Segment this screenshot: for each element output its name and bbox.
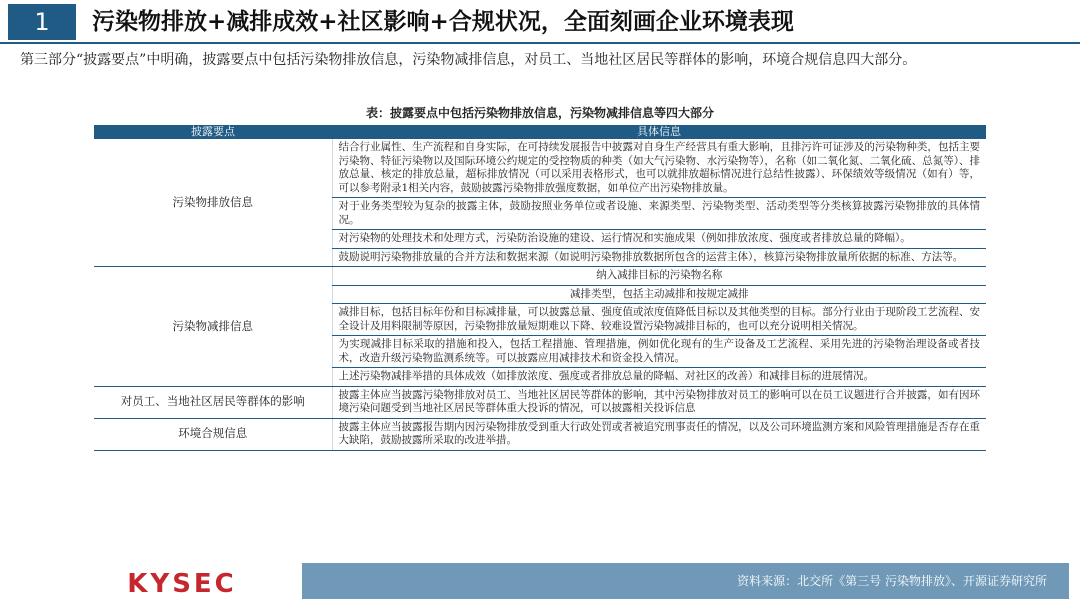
slide-footer	[0, 555, 1080, 607]
category-cell: 环境合规信息	[94, 418, 332, 450]
detail-cell: 纳入减排目标的污染物名称	[332, 267, 986, 286]
detail-cell: 减排目标，包括目标年份和目标减排量，可以披露总量、强度值或浓度值降低目标以及其他类型的目标。部分行业由于现阶段工艺流程、安全设计及用料限制等原因，污染物排放量短期难以下降、较难设置污染物减排目标的，也可以充分说明相关情况。	[332, 304, 986, 336]
detail-cell: 结合行业属性、生产流程和自身实际，在可持续发展报告中披露对自身生产经营具有重大影响，且排污许可证涉及的污染物种类，包括主要污染物、特征污染物以及国际环境公约规定的受控物质的种类（如大气污染物、水污染物等），名称（如二氧化氮、二氧化硫、总氮等）、排放总量、核定的排放总量，超标排放情况（可以采用表格形式，也可以就排放超标情况进行总结性披露）、环保绩效等级情况（如有）等，可以参考附录1相关内容，鼓励披露污染物排放强度数据，如单位产出污染物排放量。	[332, 139, 986, 198]
detail-cell: 上述污染物减排举措的具体成效（如排放浓度、强度或者排放总量的降幅、对社区的改善）和减排目标的进展情况。	[332, 368, 986, 387]
kysec-logo	[97, 567, 267, 601]
disclosure-table	[94, 125, 986, 451]
detail-cell: 鼓励说明污染物排放量的合并方法和数据来源（如说明污染物排放数据所包含的运营主体），核算污染物排放量所依据的标准、方法等。	[332, 248, 986, 267]
category-cell: 对员工、当地社区居民等群体的影响	[94, 386, 332, 418]
table-header-row	[94, 125, 986, 139]
slide-header	[0, 0, 1080, 42]
slide-title: 污染物排放+减排成效+社区影响+合规状况，全面刻画企业环境表现	[92, 9, 794, 35]
detail-cell: 对污染物的处理技术和处理方式，污染防治设施的建设、运行情况和实施成果（例如排放浓度、强度或者排放总量的降幅）。	[332, 230, 986, 249]
logo-text: KYSEC	[127, 569, 237, 599]
table-row	[94, 418, 986, 450]
detail-cell: 披露主体应当披露报告期内因污染物排放受到重大行政处罚或者被追究刑事责任的情况，以及公司环境监测方案和风险管理措施是否存在重大缺陷，鼓励披露所采取的改进举措。	[332, 418, 986, 450]
detail-cell: 披露主体应当披露污染物排放对员工、当地社区居民等群体的影响，其中污染物排放对员工的影响可以在员工议题进行合并披露，如有因环境污染问题受到当地社区居民等群体重大投诉的情况，可以披露相关投诉信息	[332, 386, 986, 418]
section-number: 1	[8, 4, 76, 40]
column-header-details: 具体信息	[332, 125, 986, 139]
table-row	[94, 139, 986, 198]
table-row	[94, 267, 986, 286]
source-text: 资料来源：北交所《第三号 污染物排放》、开源证券研究所	[737, 574, 1047, 588]
column-header-disclosure-point: 披露要点	[94, 125, 332, 139]
detail-cell: 为实现减排目标采取的措施和投入，包括工程措施、管理措施，例如优化现有的生产设备及工艺流程、采用先进的污染物治理设备或者技术，改造升级污染物监测系统等。可以披露应用减排技术和资金投入情况。	[332, 336, 986, 368]
table-caption: 表：披露要点中包括污染物排放信息，污染物减排信息等四大部分	[365, 106, 714, 120]
category-cell: 污染物减排信息	[94, 267, 332, 387]
detail-cell: 对于业务类型较为复杂的披露主体，鼓励按照业务单位或者设施、来源类型、污染物类型、活动类型等分类核算披露污染物排放的具体情况。	[332, 198, 986, 230]
detail-cell: 减排类型，包括主动减排和按规定减排	[332, 285, 986, 304]
category-cell: 污染物排放信息	[94, 139, 332, 267]
table-row	[94, 386, 986, 418]
source-bar	[302, 563, 1069, 599]
header-divider	[0, 42, 1080, 44]
intro-paragraph: 第三部分“披露要点”中明确，披露要点中包括污染物排放信息，污染物减排信息，对员工、当地社区居民等群体的影响，环境合规信息四大部分。	[20, 52, 917, 68]
